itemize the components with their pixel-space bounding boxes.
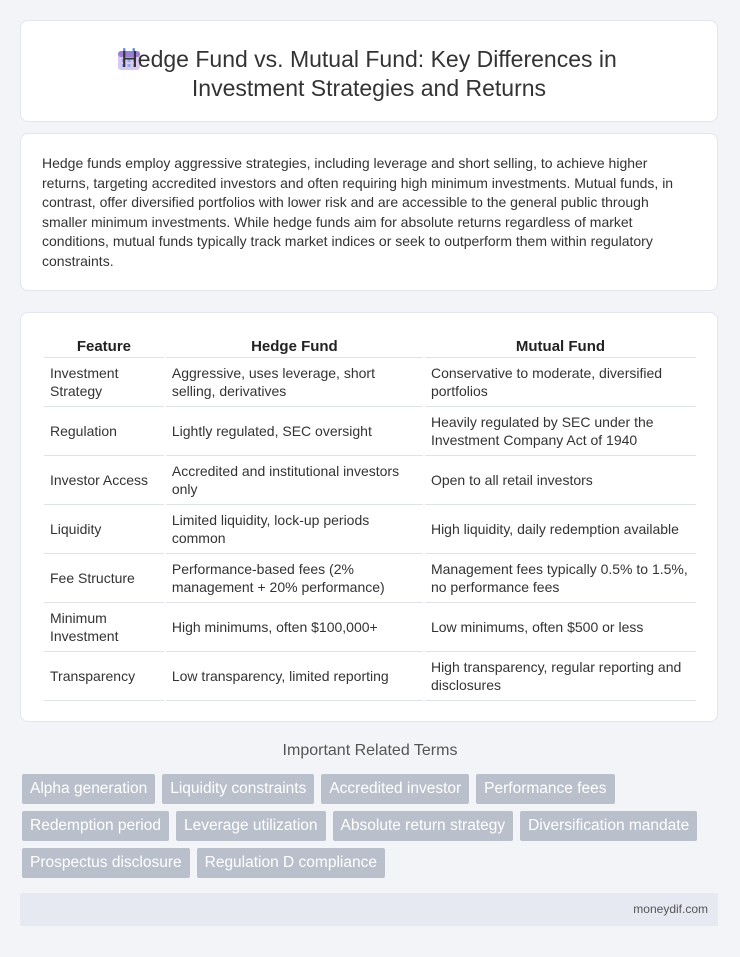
feature-cell: Fee Structure — [44, 554, 164, 603]
mutual-fund-cell: Open to all retail investors — [425, 456, 696, 505]
table-row — [44, 358, 696, 407]
feature-cell: Minimum Investment — [44, 603, 164, 652]
table-row — [44, 603, 696, 652]
table-row — [44, 505, 696, 554]
table-row — [44, 652, 696, 701]
related-terms-heading: Important Related Terms — [282, 742, 458, 759]
feature-cell: Transparency — [44, 652, 164, 701]
term-tag[interactable]: Redemption period — [22, 811, 169, 841]
hedge-fund-cell: High minimums, often $100,000+ — [166, 603, 423, 652]
mutual-fund-cell: Heavily regulated by SEC under the Investment Company Act of 1940 — [425, 407, 696, 456]
intro-paragraph: Hedge funds employ aggressive strategies, including leverage and short selling, to achieve higher returns, targeting accredited investors and often requiring high minimum investments. Mutual funds, in contrast, offer diversified portfolios with lower risk and are accessible to the general public through smaller minimum investments. While hedge funds aim for absolute returns regardless of market conditions, mutual funds typically track market indices or seek to outperform them within regulatory constraints. — [42, 155, 674, 269]
table-row — [44, 554, 696, 603]
term-tag[interactable]: Absolute return strategy — [333, 811, 514, 841]
term-tag[interactable]: Alpha generation — [22, 774, 155, 804]
term-tag[interactable]: Regulation D compliance — [197, 848, 385, 878]
term-tag[interactable]: Diversification mandate — [520, 811, 697, 841]
feature-cell: Liquidity — [44, 505, 164, 554]
intro-card — [20, 133, 718, 291]
page-title-line1: Hedge Fund vs. Mutual Fund: Key Differences in — [121, 46, 617, 72]
mutual-fund-cell: Low minimums, often $500 or less — [425, 603, 696, 652]
hedge-fund-cell: Limited liquidity, lock-up periods common — [166, 505, 423, 554]
header-feature: Feature — [44, 335, 164, 358]
hedge-fund-cell: Performance-based fees (2% management + 20% performance) — [166, 554, 423, 603]
table-header-row — [44, 335, 696, 358]
mutual-fund-cell: Management fees typically 0.5% to 1.5%, no performance fees — [425, 554, 696, 603]
mutual-fund-cell: High liquidity, daily redemption available — [425, 505, 696, 554]
term-tag[interactable]: Leverage utilization — [176, 811, 326, 841]
term-tag[interactable]: Prospectus disclosure — [22, 848, 190, 878]
feature-cell: Investment Strategy — [44, 358, 164, 407]
term-tag[interactable]: Liquidity constraints — [162, 774, 314, 804]
hedge-fund-cell: Low transparency, limited reporting — [166, 652, 423, 701]
comparison-table-card — [20, 312, 718, 722]
comparison-table — [42, 335, 698, 701]
mutual-fund-cell: Conservative to moderate, diversified portfolios — [425, 358, 696, 407]
term-tag[interactable]: Performance fees — [476, 774, 614, 804]
header-card — [20, 20, 718, 122]
header-hedge-fund: Hedge Fund — [166, 335, 423, 358]
table-row — [44, 456, 696, 505]
hedge-fund-cell: Accredited and institutional investors only — [166, 456, 423, 505]
header-mutual-fund: Mutual Fund — [425, 335, 696, 358]
related-terms-list — [22, 774, 722, 878]
feature-cell: Regulation — [44, 407, 164, 456]
footer — [20, 893, 718, 926]
mutual-fund-cell: High transparency, regular reporting and disclosures — [425, 652, 696, 701]
page-title-line2: Investment Strategies and Returns — [191, 75, 547, 101]
term-tag[interactable]: Accredited investor — [321, 774, 469, 804]
table-row — [44, 407, 696, 456]
feature-cell: Investor Access — [44, 456, 164, 505]
page-title — [21, 45, 717, 103]
hedge-fund-cell: Lightly regulated, SEC oversight — [166, 407, 423, 456]
footer-site-link[interactable]: moneydif.com — [633, 902, 708, 916]
hedge-fund-cell: Aggressive, uses leverage, short selling, derivatives — [166, 358, 423, 407]
